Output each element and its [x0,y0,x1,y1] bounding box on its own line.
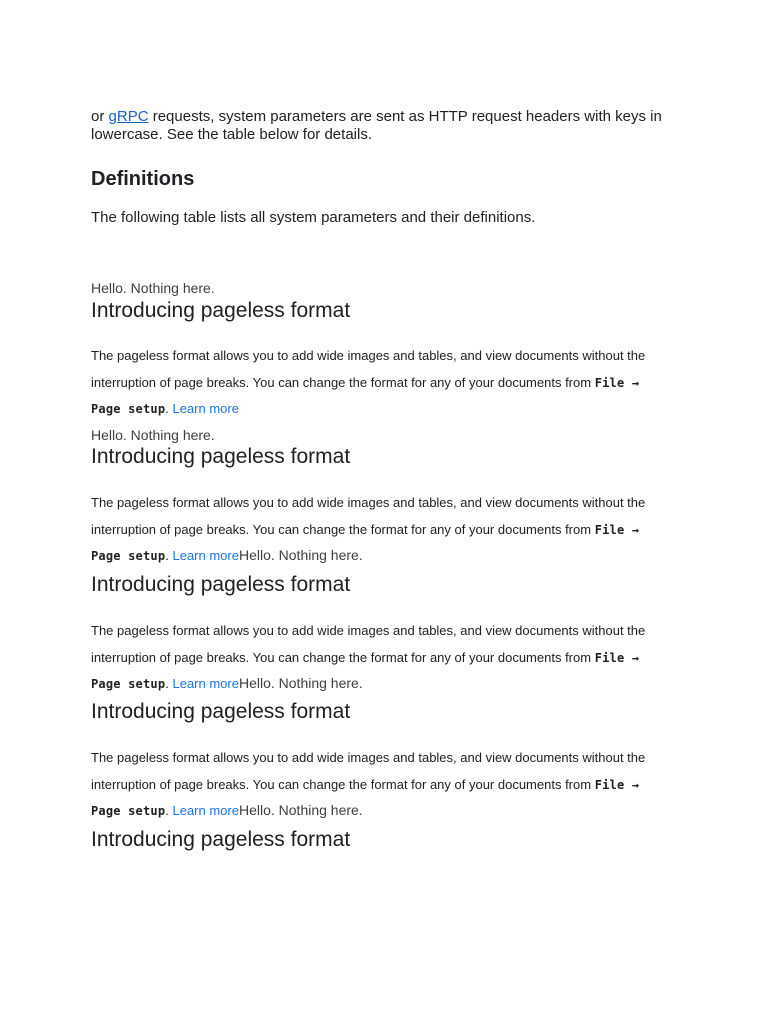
pageless-body-text: The pageless format allows you to add wide images and tables, and view documents without the interruption of page breaks. You can change the format for any of your documents from [91,495,646,537]
grpc-link[interactable]: gRPC [108,108,149,125]
pageless-body-text: The pageless format allows you to add wide images and tables, and view documents without the interruption of page breaks. You can change the format for any of your documents from [91,623,646,665]
period: . [165,676,173,691]
learn-more-link[interactable]: Learn more [172,803,239,818]
learn-more-link[interactable]: Learn more [172,676,239,691]
period: . [165,548,173,563]
pageless-title: Introducing pageless format [91,828,351,851]
pageless-title: Introducing pageless format [91,573,351,596]
learn-more-link[interactable]: Learn more [172,548,239,563]
intro-paragraph [91,108,671,144]
pageless-body-text: The pageless format allows you to add wide images and tables, and view documents without the interruption of page breaks. You can change the format for any of your documents from [91,348,646,390]
hello-text: Hello. Nothing here. [238,802,363,818]
pageless-description [91,618,671,698]
pageless-description [91,745,671,825]
hello-text: Hello. Nothing here. [91,427,215,443]
pageless-title: Introducing pageless format [91,299,351,322]
pageless-body-text: The pageless format allows you to add wide images and tables, and view documents without the interruption of page breaks. You can change the format for any of your documents from [91,750,646,792]
menu-path: File → Page setup [91,777,640,818]
definitions-heading: Definitions [91,168,195,190]
definitions-text: The following table lists all system parameters and their definitions. [91,209,536,226]
menu-path: File → Page setup [91,650,640,691]
pageless-title: Introducing pageless format [91,445,351,468]
intro-prefix: or [91,108,109,125]
pageless-title: Introducing pageless format [91,700,351,723]
menu-path: File → Page setup [91,375,640,416]
menu-path: File → Page setup [91,522,640,563]
hello-text: Hello. Nothing here. [91,280,215,296]
hello-text: Hello. Nothing here. [238,675,363,691]
hello-text: Hello. Nothing here. [238,547,363,563]
pageless-description [91,343,671,423]
period: . [165,803,173,818]
period: . [165,401,173,416]
learn-more-link[interactable]: Learn more [172,401,239,416]
pageless-description [91,490,671,570]
intro-suffix: requests, system parameters are sent as HTTP request headers with keys in lowercase. See the table below for details. [91,108,662,143]
